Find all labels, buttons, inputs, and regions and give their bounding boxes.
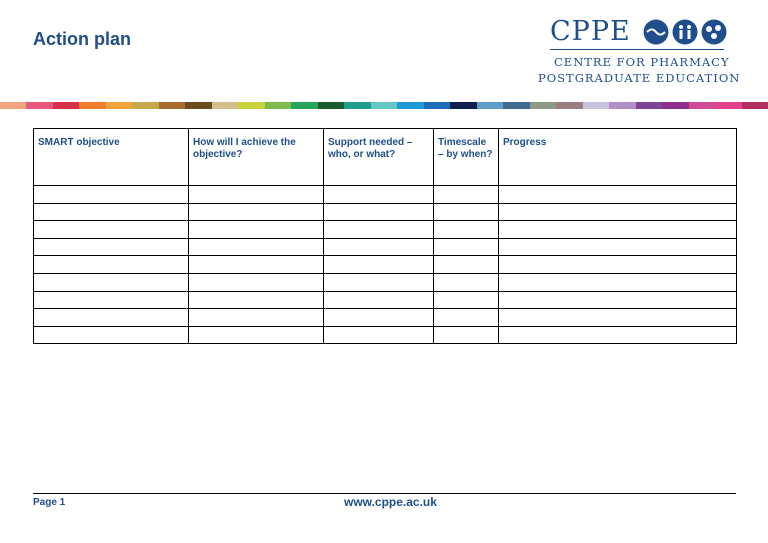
- table-cell[interactable]: [324, 203, 434, 221]
- stripe-segment: [583, 102, 609, 109]
- table-cell[interactable]: [499, 186, 737, 204]
- stripe-segment: [715, 102, 741, 109]
- header-timescale: Timescale – by when?: [434, 129, 499, 186]
- stripe-segment: [53, 102, 79, 109]
- stripe-segment: [742, 102, 768, 109]
- table-cell[interactable]: [189, 273, 324, 291]
- stripe-segment: [265, 102, 291, 109]
- table-cell[interactable]: [189, 186, 324, 204]
- stripe-segment: [662, 102, 688, 109]
- header-smart-objective: SMART objective: [34, 129, 189, 186]
- cppe-logo: [538, 16, 741, 86]
- stripe-segment: [503, 102, 529, 109]
- table-cell[interactable]: [434, 273, 499, 291]
- table-row: [34, 186, 737, 204]
- stripe-segment: [424, 102, 450, 109]
- stripe-segment: [344, 102, 370, 109]
- table-cell[interactable]: [434, 238, 499, 256]
- table-row: [34, 291, 737, 309]
- table-cell[interactable]: [434, 256, 499, 274]
- stripe-segment: [159, 102, 185, 109]
- stripe-segment: [185, 102, 211, 109]
- table-cell[interactable]: [34, 238, 189, 256]
- table-cell[interactable]: [434, 291, 499, 309]
- table-cell[interactable]: [499, 203, 737, 221]
- table-row: [34, 273, 737, 291]
- page-number: Page 1: [33, 497, 66, 508]
- action-plan-table: [33, 128, 737, 344]
- stripe-segment: [477, 102, 503, 109]
- stripe-segment: [132, 102, 158, 109]
- stripe-segment: [0, 102, 26, 109]
- table-cell[interactable]: [324, 309, 434, 327]
- page-title: Action plan: [33, 29, 131, 49]
- stripe-segment: [212, 102, 238, 109]
- table-cell[interactable]: [324, 291, 434, 309]
- table-cell[interactable]: [189, 238, 324, 256]
- stripe-segment: [318, 102, 344, 109]
- table-cell[interactable]: [34, 221, 189, 239]
- header-progress: Progress: [499, 129, 737, 186]
- table-row: [34, 256, 737, 274]
- stripe-segment: [450, 102, 476, 109]
- stripe-segment: [689, 102, 715, 109]
- logo-line-2: POSTGRADUATE EDUCATION: [538, 71, 741, 85]
- table-cell[interactable]: [434, 186, 499, 204]
- table-cell[interactable]: [499, 291, 737, 309]
- table-cell[interactable]: [34, 273, 189, 291]
- table-row: [34, 309, 737, 327]
- stripe-segment: [291, 102, 317, 109]
- stripe-segment: [556, 102, 582, 109]
- table-cell[interactable]: [34, 291, 189, 309]
- logo-line-1: CENTRE FOR PHARMACY: [554, 55, 730, 69]
- table-cell[interactable]: [434, 221, 499, 239]
- table-cell[interactable]: [324, 221, 434, 239]
- table-cell[interactable]: [189, 203, 324, 221]
- stripe-segment: [26, 102, 52, 109]
- table-row: [34, 221, 737, 239]
- stripe-segment: [636, 102, 662, 109]
- table-cell[interactable]: [499, 309, 737, 327]
- table-header-row: [34, 129, 737, 186]
- colour-stripe: [0, 102, 768, 109]
- logo-wordmark: CPPE: [550, 16, 631, 47]
- table-cell[interactable]: [34, 309, 189, 327]
- table-cell[interactable]: [189, 309, 324, 327]
- table-row: [34, 203, 737, 221]
- stripe-segment: [397, 102, 423, 109]
- table-cell[interactable]: [189, 256, 324, 274]
- table-row: [34, 238, 737, 256]
- table-cell[interactable]: [499, 273, 737, 291]
- table-cell[interactable]: [189, 221, 324, 239]
- table-cell[interactable]: [499, 326, 737, 344]
- table-cell[interactable]: [324, 326, 434, 344]
- stripe-segment: [106, 102, 132, 109]
- stripe-segment: [530, 102, 556, 109]
- header-how-achieve: How will I achieve the objective?: [189, 129, 324, 186]
- table-cell[interactable]: [189, 326, 324, 344]
- stripe-segment: [79, 102, 105, 109]
- website-link[interactable]: www.cppe.ac.uk: [344, 495, 437, 509]
- table-cell[interactable]: [34, 203, 189, 221]
- table-cell[interactable]: [499, 221, 737, 239]
- logo-divider: [550, 49, 724, 50]
- table-cell[interactable]: [324, 273, 434, 291]
- table-cell[interactable]: [189, 291, 324, 309]
- table-cell[interactable]: [324, 186, 434, 204]
- table-cell[interactable]: [434, 326, 499, 344]
- table-cell[interactable]: [34, 256, 189, 274]
- stripe-segment: [238, 102, 264, 109]
- footer-divider: [33, 493, 736, 494]
- table-cell[interactable]: [34, 186, 189, 204]
- logo-emblems-icon: [642, 18, 728, 46]
- table-cell[interactable]: [434, 203, 499, 221]
- table-cell[interactable]: [499, 256, 737, 274]
- table-row: [34, 326, 737, 344]
- table-cell[interactable]: [324, 256, 434, 274]
- header-support-needed: Support needed – who, or what?: [324, 129, 434, 186]
- table-cell[interactable]: [34, 326, 189, 344]
- table-cell[interactable]: [499, 238, 737, 256]
- stripe-segment: [609, 102, 635, 109]
- stripe-segment: [371, 102, 397, 109]
- table-cell[interactable]: [434, 309, 499, 327]
- table-cell[interactable]: [324, 238, 434, 256]
